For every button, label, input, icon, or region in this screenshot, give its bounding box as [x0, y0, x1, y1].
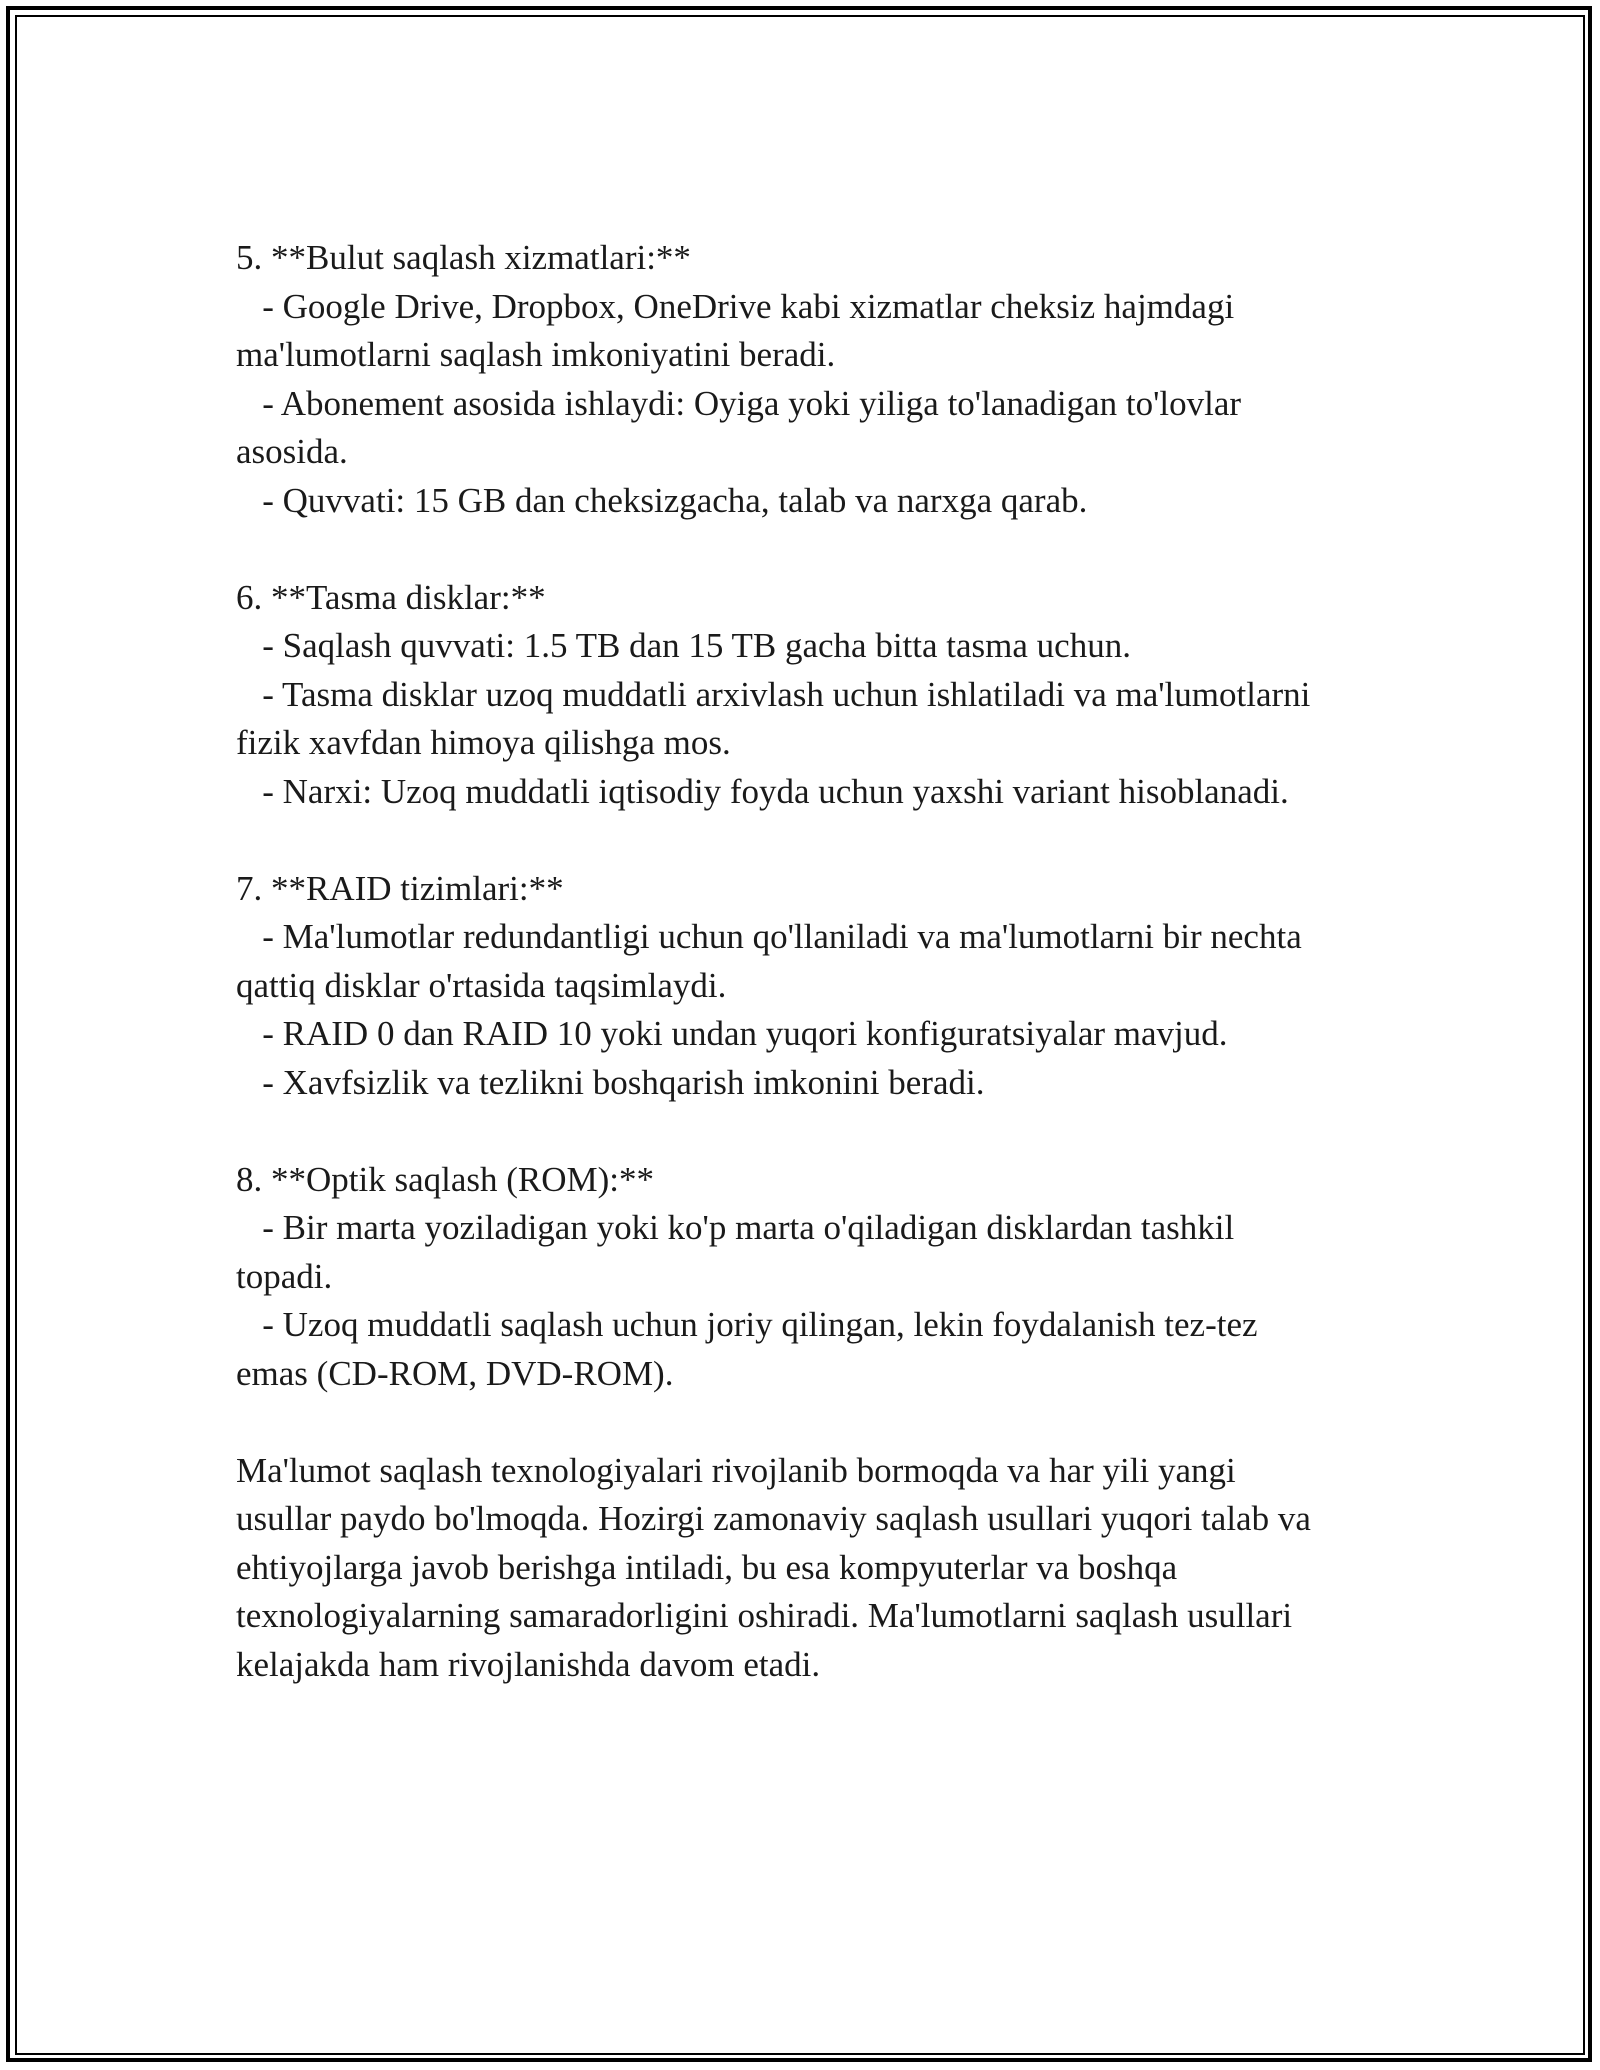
- section-7-bullet-3: - Xavfsizlik va tezlikni boshqarish imkonini beradi.: [236, 1062, 985, 1102]
- section-8-bullet-2-line-2: emas (CD-ROM, DVD-ROM).: [236, 1353, 674, 1393]
- section-5-bullet-2-line-2: asosida.: [236, 432, 348, 471]
- blank-line: [236, 1107, 1416, 1156]
- section-8-heading: 8. **Optik saqlash (ROM):**: [236, 1159, 655, 1199]
- section-6-bullet-3: - Narxi: Uzoq muddatli iqtisodiy foyda uchun yaxshi variant hisoblanadi.: [236, 771, 1289, 811]
- conclusion-line-2: usullar paydo bo'lmoqda. Hozirgi zamonaviy saqlash usullari yuqori talab va: [236, 1499, 1311, 1538]
- conclusion-line-3: ehtiyojlarga javob berishga intiladi, bu esa kompyuterlar va boshqa: [236, 1547, 1178, 1587]
- section-6-heading: 6. **Tasma disklar:**: [236, 577, 546, 617]
- section-8-bullet-1-line-1: - Bir marta yoziladigan yoki ko'p marta o'qiladigan disklardan tashkil: [236, 1208, 1235, 1247]
- conclusion-line-4: texnologiyalarning samaradorligini oshiradi. Ma'lumotlarni saqlash usullari: [236, 1596, 1293, 1635]
- blank-line: [236, 525, 1416, 574]
- section-8-bullet-1-line-2: topadi.: [236, 1256, 333, 1296]
- blank-line: [236, 816, 1416, 865]
- section-6-bullet-1: - Saqlash quvvati: 1.5 TB dan 15 TB gacha bitta tasma uchun.: [236, 626, 1131, 665]
- section-5-heading: 5. **Bulut saqlash xizmatlari:**: [236, 238, 691, 277]
- section-7-bullet-2: - RAID 0 dan RAID 10 yoki undan yuqori konfiguratsiyalar mavjud.: [236, 1014, 1228, 1053]
- section-5-bullet-2-line-1: - Abonement asosida ishlaydi: Oyiga yoki yiliga to'lanadigan to'lovlar: [236, 383, 1242, 423]
- section-7-bullet-1-line-1: - Ma'lumotlar redundantligi uchun qo'llaniladi va ma'lumotlarni bir nechta: [236, 917, 1302, 956]
- section-5-bullet-3: - Quvvati: 15 GB dan cheksizgacha, talab va narxga qarab.: [236, 480, 1088, 520]
- section-8-bullet-2-line-1: - Uzoq muddatli saqlash uchun joriy qilingan, lekin foydalanish tez-tez: [236, 1305, 1258, 1344]
- conclusion-line-5: kelajakda ham rivojlanishda davom etadi.: [236, 1644, 821, 1684]
- document-body: [236, 234, 1416, 1689]
- section-5-bullet-1-line-1: - Google Drive, Dropbox, OneDrive kabi xizmatlar cheksiz hajmdagi: [236, 286, 1235, 326]
- section-6-bullet-2-line-2: fizik xavfdan himoya qilishga mos.: [236, 723, 731, 762]
- blank-line: [236, 1398, 1416, 1447]
- section-7-heading: 7. **RAID tizimlari:**: [236, 868, 564, 908]
- section-7-bullet-1-line-2: qattiq disklar o'rtasida taqsimlaydi.: [236, 965, 727, 1005]
- section-6-bullet-2-line-1: - Tasma disklar uzoq muddatli arxivlash uchun ishlatiladi va ma'lumotlarni: [236, 674, 1311, 714]
- section-5-bullet-1-line-2: ma'lumotlarni saqlash imkoniyatini beradi.: [236, 335, 836, 374]
- conclusion-line-1: Ma'lumot saqlash texnologiyalari rivojlanib bormoqda va har yili yangi: [236, 1450, 1236, 1490]
